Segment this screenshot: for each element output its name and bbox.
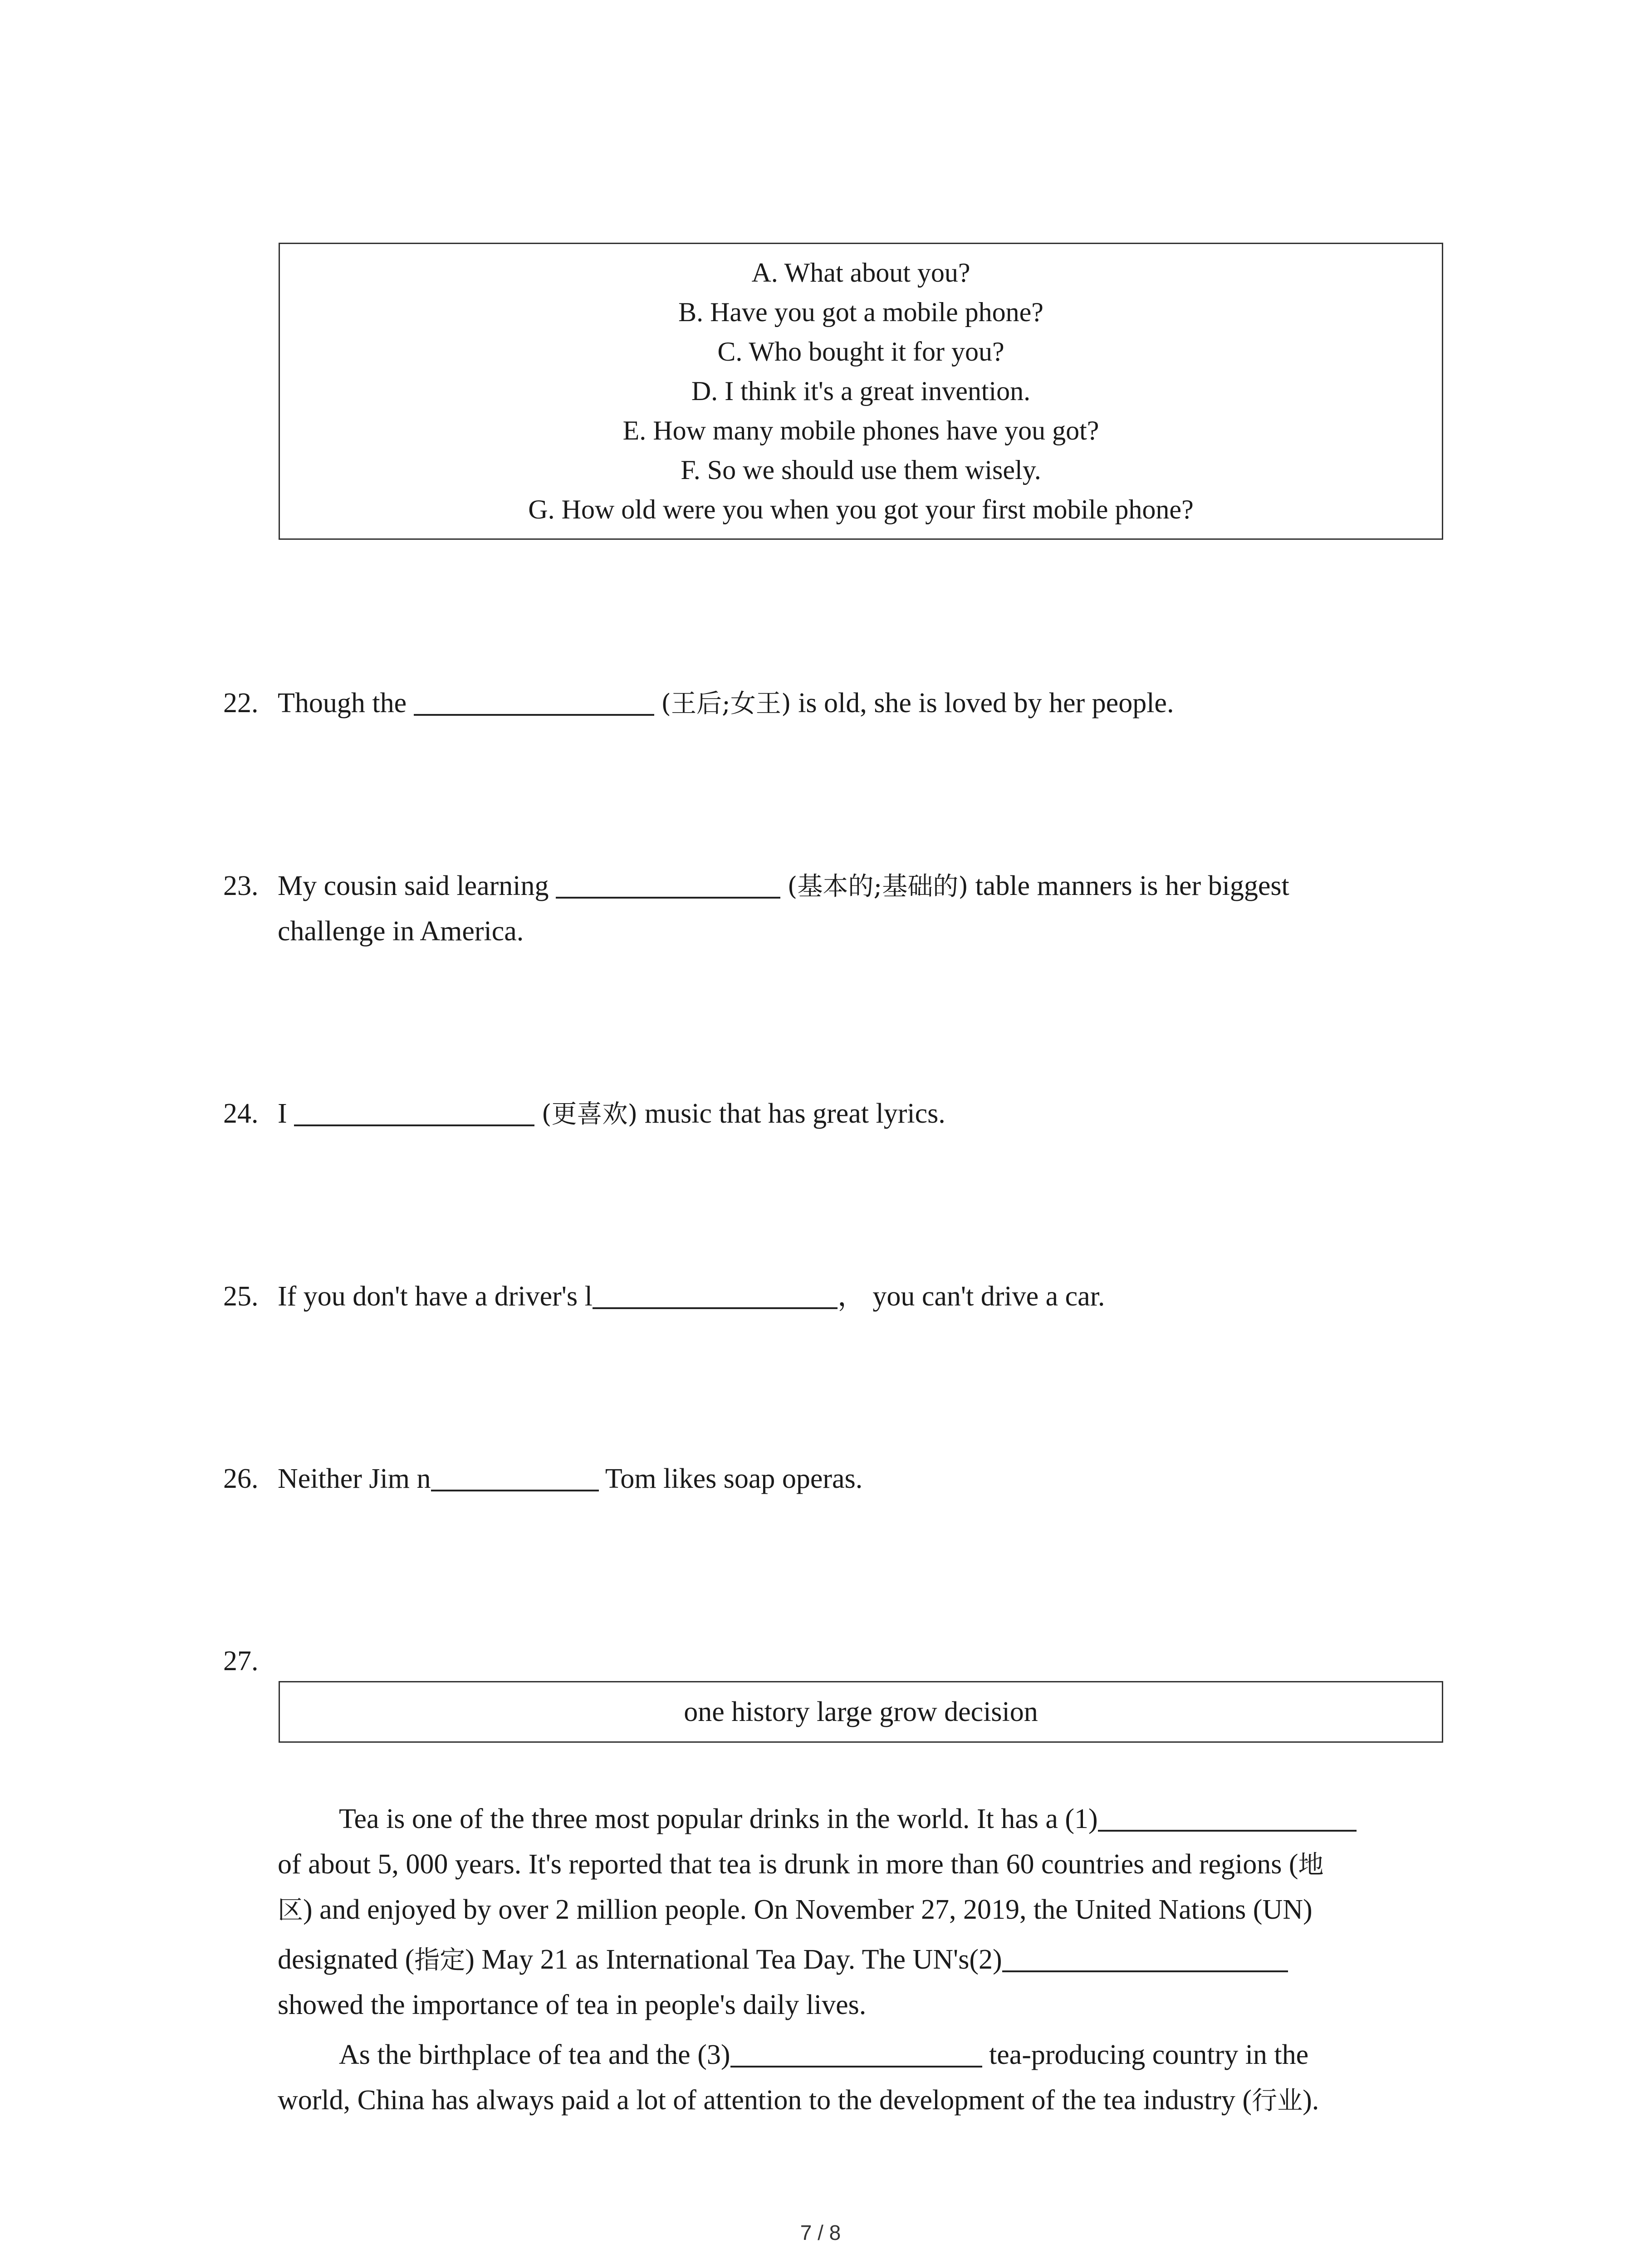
passage-text: showed the importance of tea in people's daily lives. bbox=[278, 1989, 867, 2020]
answer-blank[interactable] bbox=[556, 869, 780, 899]
question-26 bbox=[223, 1456, 862, 1501]
question-number: 24. bbox=[223, 1098, 259, 1129]
question-text: If you don't have a driver's l bbox=[278, 1281, 593, 1312]
passage-text: ). bbox=[1303, 2085, 1319, 2116]
question-text: Though the bbox=[278, 688, 414, 719]
chinese-hint: 地 bbox=[1298, 1850, 1324, 1880]
word-bank: one history large grow decision bbox=[279, 1681, 1443, 1743]
chinese-hint: (更喜欢) bbox=[541, 1100, 638, 1129]
question-25 bbox=[223, 1274, 1105, 1319]
answer-blank[interactable] bbox=[431, 1461, 599, 1491]
passage-line bbox=[278, 1796, 1466, 1842]
question-27 bbox=[223, 1638, 278, 1684]
passage-text: Tea is one of the three most popular drinks in the world. It has a (1) bbox=[339, 1804, 1098, 1834]
passage-line bbox=[278, 2077, 1466, 2123]
passage-text: ) and enjoyed by over 2 million people. On November 27, 2019, the United Nations (UN) bbox=[303, 1894, 1313, 1925]
question-22 bbox=[223, 680, 1174, 727]
passage-text: world, China has always paid a lot of attention to the development of the tea industry ( bbox=[278, 2085, 1252, 2116]
answer-blank-1[interactable] bbox=[1098, 1802, 1357, 1832]
question-24 bbox=[223, 1091, 945, 1137]
option-d: D. I think it's a great invention. bbox=[691, 376, 1031, 406]
question-text: Neither Jim n bbox=[278, 1463, 431, 1494]
question-number: 23. bbox=[223, 870, 259, 901]
option-b: B. Have you got a mobile phone? bbox=[678, 297, 1043, 327]
option-a: A. What about you? bbox=[751, 258, 970, 288]
question-text: is old, she is loved by her people. bbox=[791, 688, 1174, 719]
question-text: ， you can't drive a car. bbox=[837, 1281, 1105, 1312]
question-23-line2: challenge in America. bbox=[278, 916, 524, 947]
answer-blank[interactable] bbox=[593, 1279, 838, 1309]
chinese-hint: 区 bbox=[278, 1896, 303, 1925]
passage bbox=[278, 1796, 1466, 2123]
question-number: 27. bbox=[223, 1646, 259, 1677]
option-g: G. How old were you when you got your first mobile phone? bbox=[528, 494, 1194, 524]
passage-line bbox=[278, 2032, 1466, 2077]
question-text: I bbox=[278, 1098, 294, 1129]
question-text: Tom likes soap operas. bbox=[598, 1463, 863, 1494]
answer-blank-2[interactable] bbox=[1002, 1942, 1288, 1972]
answer-blank[interactable] bbox=[414, 686, 654, 716]
passage-text: ) May 21 as International Tea Day. The UN's(2) bbox=[465, 1944, 1002, 1975]
chinese-hint: 行业 bbox=[1252, 2086, 1303, 2116]
answer-blank-3[interactable] bbox=[730, 2038, 982, 2068]
options-box bbox=[279, 243, 1443, 540]
chinese-hint: (基本的;基础的) bbox=[787, 872, 969, 901]
chinese-hint: 指定 bbox=[414, 1945, 465, 1975]
option-f: F. So we should use them wisely. bbox=[681, 455, 1041, 485]
passage-line bbox=[278, 1842, 1466, 1887]
question-23 bbox=[223, 863, 1289, 909]
passage-line bbox=[278, 1982, 1466, 2028]
passage-text: tea-producing country in the bbox=[982, 2039, 1309, 2070]
page-number: 7 / 8 bbox=[800, 2221, 841, 2244]
option-c: C. Who bought it for you? bbox=[717, 337, 1004, 367]
passage-line bbox=[278, 1887, 1466, 1932]
passage-text: As the birthplace of tea and the (3) bbox=[339, 2039, 730, 2070]
option-e: E. How many mobile phones have you got? bbox=[622, 415, 1099, 445]
question-number: 22. bbox=[223, 688, 259, 719]
question-text: table manners is her biggest bbox=[968, 870, 1289, 901]
passage-line bbox=[278, 1937, 1466, 1982]
passage-text: of about 5, 000 years. It's reported that tea is drunk in more than 60 countries and regions ( bbox=[278, 1849, 1298, 1880]
question-text: My cousin said learning bbox=[278, 870, 556, 901]
question-text: music that has great lyrics. bbox=[637, 1098, 945, 1129]
passage-text: designated ( bbox=[278, 1944, 415, 1975]
chinese-hint: (王后;女王) bbox=[661, 689, 791, 719]
question-number: 26. bbox=[223, 1463, 259, 1494]
question-number: 25. bbox=[223, 1281, 259, 1312]
answer-blank[interactable] bbox=[294, 1096, 534, 1126]
